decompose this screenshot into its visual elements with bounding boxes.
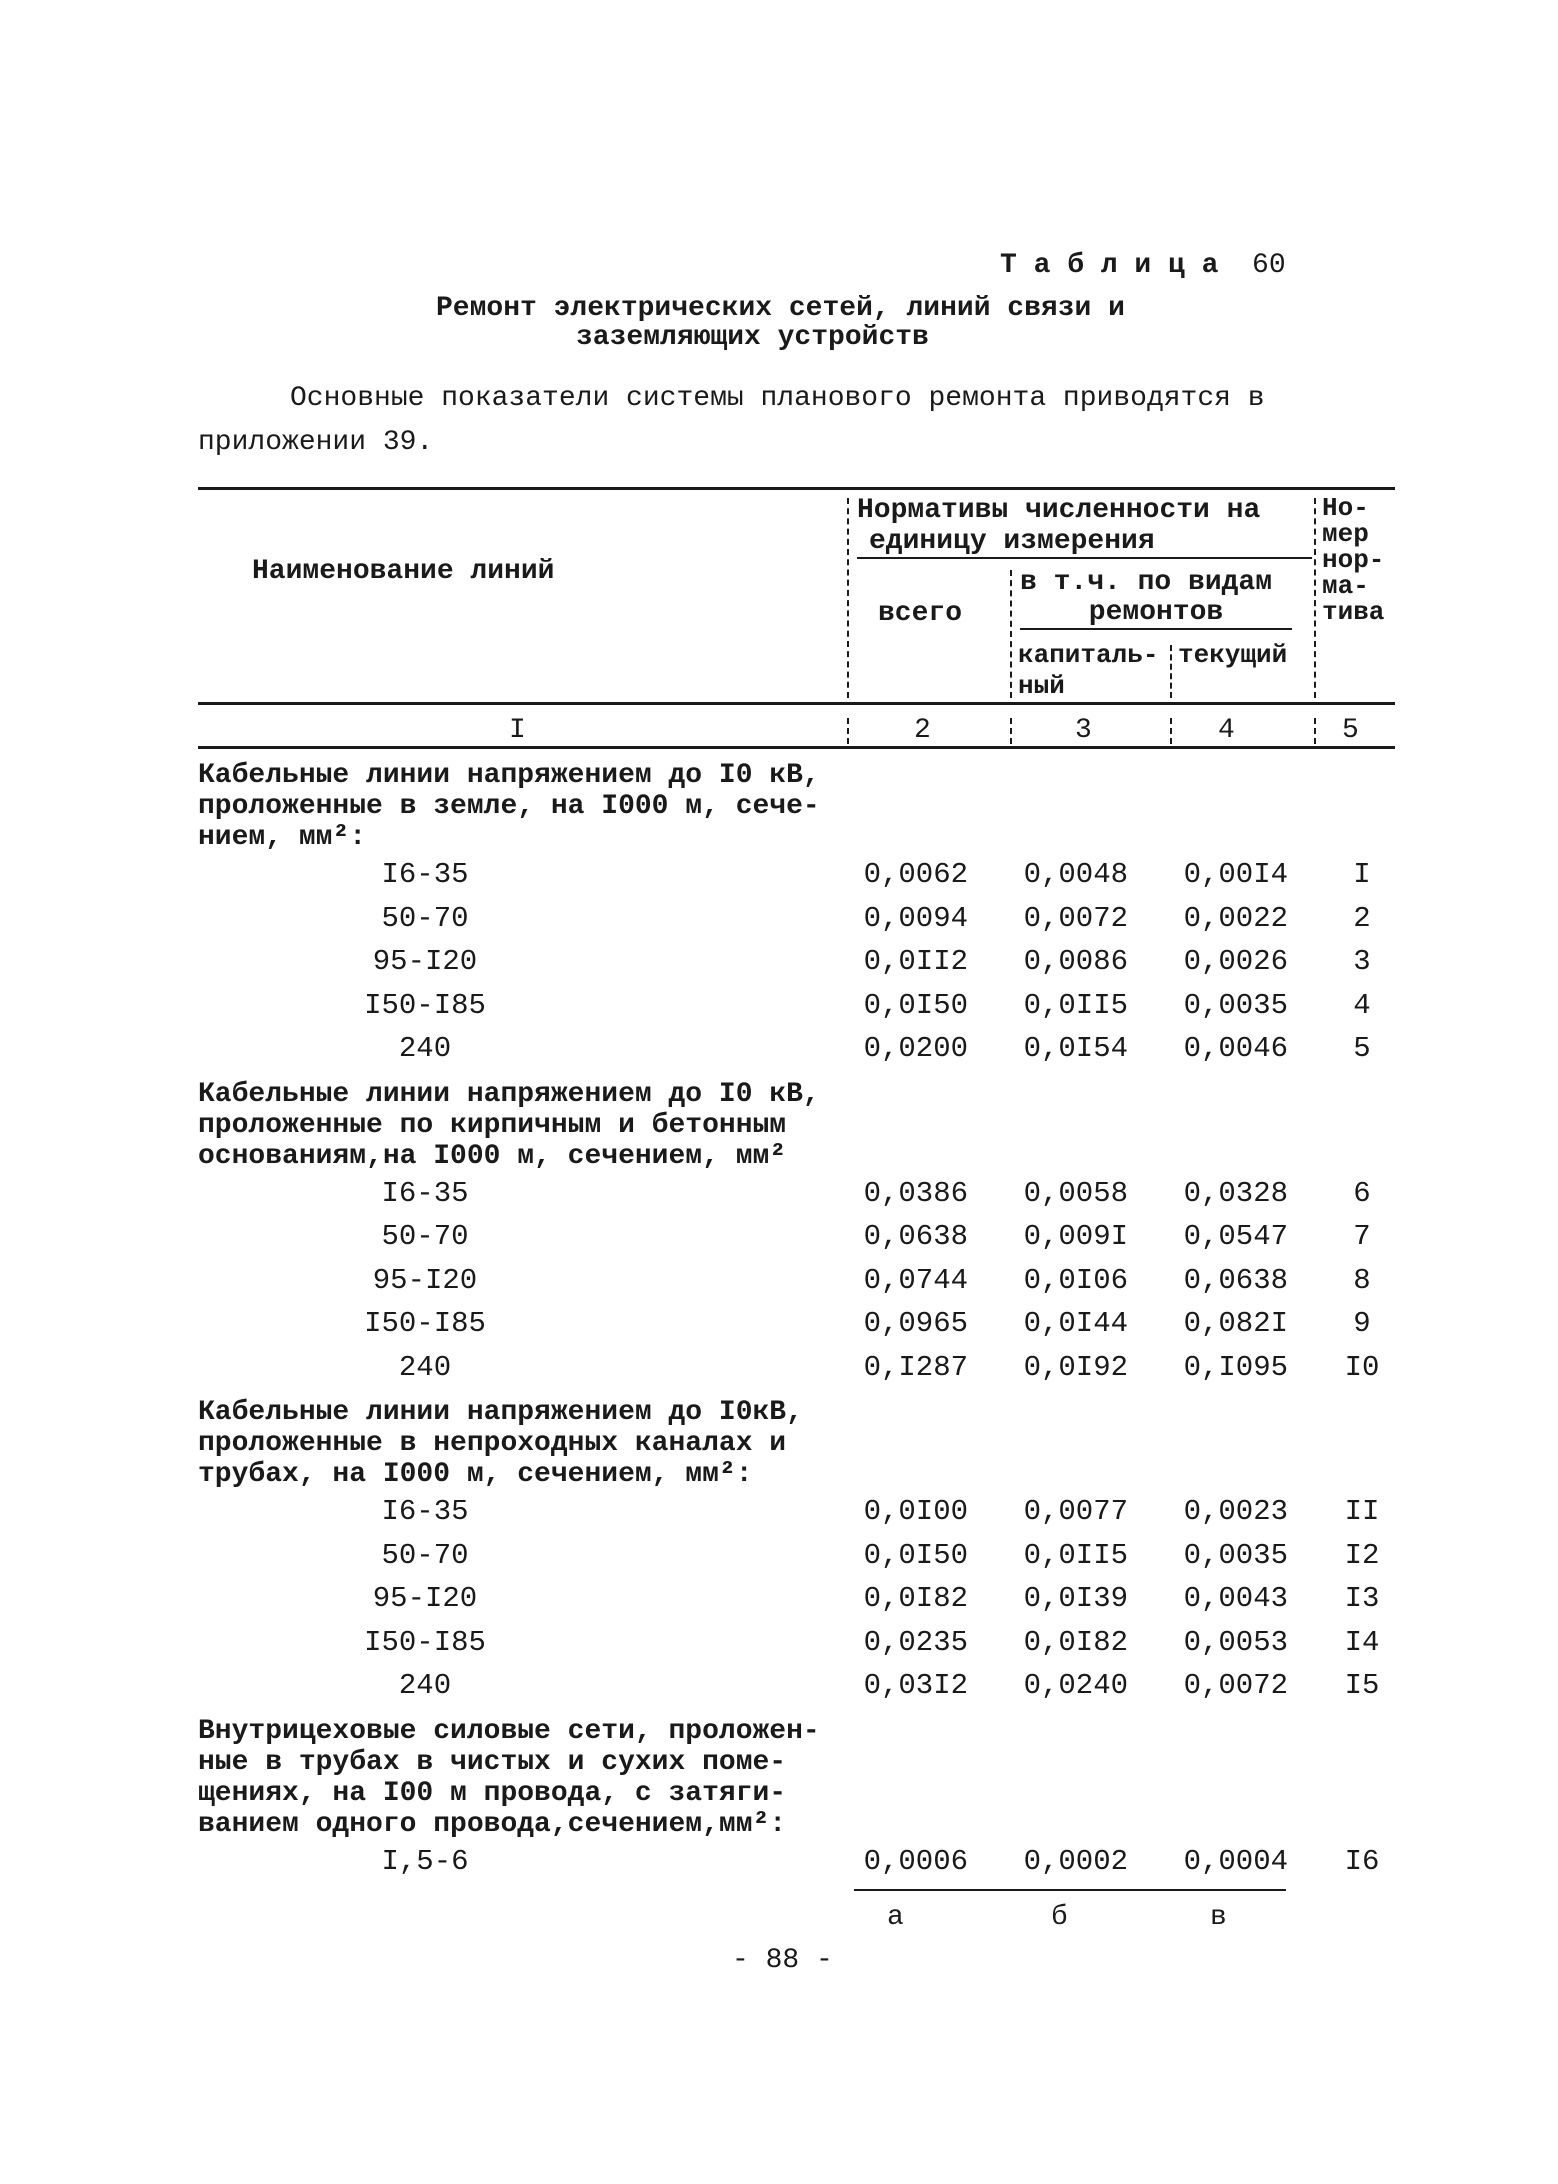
norm-number-cell: I4 <box>1344 1625 1380 1659</box>
total-norm-cell: 0,0235 <box>863 1625 968 1659</box>
capital-norm-cell: 0,009I <box>1023 1220 1128 1253</box>
norm-number-cell: 3 <box>1353 945 1371 978</box>
capital-norm-cell: 0,0072 <box>1023 901 1128 935</box>
section-heading-line: проложенные в земле, на I000 м, сече- <box>198 791 820 822</box>
header-capital-2: ный <box>1018 671 1065 701</box>
table-row <box>198 1664 1398 1708</box>
table-row <box>198 1577 1398 1621</box>
page-number: - 88 - <box>732 1945 833 1976</box>
norm-number-cell: 7 <box>1353 1220 1371 1253</box>
header-number-column <box>1322 495 1384 625</box>
cross-section-cell: I,5-6 <box>381 1844 469 1878</box>
cross-section-cell: 240 <box>398 1669 452 1702</box>
cross-section-cell: 50-70 <box>381 901 469 935</box>
current-norm-cell: 0,0053 <box>1183 1625 1288 1659</box>
header-number-part: мер <box>1322 519 1369 549</box>
norm-number-cell: 5 <box>1353 1032 1371 1065</box>
column-divider <box>1170 645 1172 698</box>
cross-section-cell: 95-I20 <box>372 945 478 978</box>
cross-section-cell: I50-I85 <box>364 988 486 1022</box>
norm-number-cell: I <box>1353 858 1371 891</box>
footer-letter-b: б <box>1051 1902 1068 1933</box>
table-row <box>198 1302 1398 1346</box>
cross-section-cell: 240 <box>398 1032 452 1065</box>
section-heading-line: Кабельные линии напряжением до I0 кВ, <box>198 760 820 791</box>
table-row <box>198 1172 1398 1216</box>
table-row <box>198 853 1398 897</box>
col-number-3: 3 <box>1075 715 1092 746</box>
table-row <box>198 1840 1398 1884</box>
header-number-part: Но- <box>1322 493 1369 523</box>
capital-norm-cell: 0,0240 <box>1023 1669 1128 1702</box>
cross-section-cell: 240 <box>398 1350 452 1384</box>
current-norm-cell: 0,0328 <box>1183 1176 1288 1210</box>
total-norm-cell: 0,0965 <box>863 1307 968 1340</box>
table-row <box>198 984 1398 1028</box>
total-norm-cell: 0,I287 <box>863 1350 968 1384</box>
table-row <box>198 1259 1398 1303</box>
header-number-part: тива <box>1322 597 1385 627</box>
total-norm-cell: 0,0I00 <box>863 1495 968 1528</box>
col-number-4: 4 <box>1218 715 1235 746</box>
current-norm-cell: 0,0046 <box>1183 1032 1288 1065</box>
total-norm-cell: 0,03I2 <box>863 1669 968 1702</box>
col-number-2: 2 <box>914 715 931 746</box>
capital-norm-cell: 0,0086 <box>1023 945 1128 978</box>
table-section <box>198 760 1398 1071</box>
norm-number-cell: 9 <box>1353 1307 1371 1340</box>
current-norm-cell: 0,0638 <box>1183 1263 1288 1297</box>
sum-underline <box>854 1889 1286 1891</box>
column-divider <box>1314 498 1316 698</box>
table-body <box>198 760 1398 1891</box>
cross-section-cell: I6-35 <box>381 858 469 891</box>
column-divider <box>1170 718 1172 744</box>
table-row <box>198 940 1398 984</box>
total-norm-cell: 0,0638 <box>863 1220 968 1253</box>
total-norm-cell: 0,0386 <box>863 1176 968 1210</box>
intro-line-1: Основные показатели системы планового ремонта приводятся в <box>290 383 1265 414</box>
total-norm-cell: 0,0I50 <box>863 1538 968 1572</box>
table-section <box>198 1716 1398 1884</box>
cross-section-cell: 50-70 <box>381 1538 469 1572</box>
capital-norm-cell: 0,0I39 <box>1023 1582 1128 1615</box>
norm-number-cell: 2 <box>1353 901 1371 935</box>
capital-norm-cell: 0,0I54 <box>1023 1032 1128 1065</box>
column-divider <box>1010 570 1012 698</box>
cross-section-cell: I6-35 <box>381 1176 469 1210</box>
header-repairs: ремонтов <box>1020 597 1292 630</box>
cross-section-cell: 50-70 <box>381 1220 469 1253</box>
header-number-part: нор- <box>1322 545 1385 575</box>
total-norm-cell: 0,0II2 <box>863 945 968 978</box>
table-row <box>198 1346 1398 1390</box>
current-norm-cell: 0,0022 <box>1183 901 1288 935</box>
current-norm-cell: 0,0072 <box>1183 1669 1288 1702</box>
section-heading-line: проложенные по кирпичным и бетонным <box>198 1109 787 1141</box>
table-label-text: Т а б л и ц а <box>1000 250 1219 281</box>
total-norm-cell: 0,0I50 <box>863 988 968 1022</box>
col-number-5: 5 <box>1342 715 1359 746</box>
header-number-part: ма- <box>1322 571 1369 601</box>
table-row <box>198 1621 1398 1665</box>
header-total: всего <box>878 598 963 629</box>
column-divider <box>1010 718 1012 744</box>
current-norm-cell: 0,0043 <box>1183 1582 1288 1615</box>
norm-number-cell: II <box>1344 1495 1380 1528</box>
norm-number-cell: I6 <box>1344 1844 1380 1878</box>
capital-norm-cell: 0,0058 <box>1023 1176 1128 1210</box>
capital-norm-cell: 0,0I82 <box>1023 1625 1128 1659</box>
table-row <box>198 1215 1398 1259</box>
current-norm-cell: 0,I095 <box>1183 1350 1288 1384</box>
capital-norm-cell: 0,0077 <box>1023 1495 1128 1528</box>
cross-section-cell: I50-I85 <box>364 1625 486 1659</box>
section-heading-line: трубах, на I000 м, сечением, мм²: <box>198 1459 753 1490</box>
col-number-1: I <box>509 715 526 746</box>
title-line-1: Ремонт электрических сетей, линий связи и <box>436 293 1125 324</box>
total-norm-cell: 0,0200 <box>863 1032 968 1065</box>
norm-number-cell: I2 <box>1344 1538 1380 1572</box>
current-norm-cell: 0,082I <box>1183 1307 1288 1340</box>
header-norms: Нормативы численности на <box>857 495 1261 526</box>
table-section <box>198 1397 1398 1708</box>
column-divider <box>1314 718 1316 744</box>
table-top-rule <box>198 487 1395 490</box>
norm-number-cell: 6 <box>1353 1176 1371 1210</box>
intro-line-2: приложении 39. <box>198 427 434 458</box>
section-heading-line: Внутрицеховые силовые сети, проложен- <box>198 1715 820 1747</box>
capital-norm-cell: 0,0I44 <box>1023 1307 1128 1340</box>
column-divider <box>847 498 849 698</box>
table-number: 60 <box>1252 250 1286 281</box>
current-norm-cell: 0,0035 <box>1183 1538 1288 1572</box>
norm-number-cell: I0 <box>1344 1350 1380 1384</box>
capital-norm-cell: 0,0II5 <box>1023 988 1128 1022</box>
footer-letter-a: а <box>887 1902 904 1933</box>
current-norm-cell: 0,0023 <box>1183 1495 1288 1528</box>
capital-norm-cell: 0,0I06 <box>1023 1263 1128 1297</box>
section-heading-line: Кабельные линии напряжением до I0кВ, <box>198 1397 803 1428</box>
capital-norm-cell: 0,0I92 <box>1023 1350 1128 1384</box>
current-norm-cell: 0,0035 <box>1183 988 1288 1022</box>
norm-number-cell: I5 <box>1344 1669 1380 1702</box>
header-by-type: в т.ч. по видам <box>1020 567 1273 598</box>
header-capital: капиталь- <box>1018 640 1159 670</box>
column-divider <box>847 718 849 744</box>
header-norms-unit: единицу измерения <box>857 526 1312 559</box>
table-label <box>1000 250 1286 281</box>
header-name-column: Наименование линий <box>252 556 555 587</box>
capital-norm-cell: 0,0002 <box>1023 1844 1128 1878</box>
footer-letter-v: в <box>1210 1902 1227 1933</box>
table-row <box>198 1027 1398 1071</box>
table-row <box>198 1490 1398 1534</box>
total-norm-cell: 0,0I82 <box>863 1582 968 1615</box>
total-norm-cell: 0,0006 <box>863 1844 968 1878</box>
current-norm-cell: 0,0547 <box>1183 1220 1288 1253</box>
table-row <box>198 897 1398 941</box>
section-heading-line: проложенные в непроходных каналах и <box>198 1428 787 1459</box>
current-norm-cell: 0,00I4 <box>1183 858 1288 891</box>
table-section <box>198 1079 1398 1390</box>
current-norm-cell: 0,0004 <box>1183 1844 1288 1878</box>
norm-number-cell: 8 <box>1353 1263 1371 1297</box>
cross-section-cell: 95-I20 <box>372 1263 478 1297</box>
cross-section-cell: I6-35 <box>381 1495 469 1528</box>
total-norm-cell: 0,0744 <box>863 1263 968 1297</box>
header-current: текущий <box>1178 640 1288 670</box>
norm-number-cell: I3 <box>1344 1582 1380 1615</box>
section-heading-line: ванием одного провода,сечением,мм²: <box>198 1808 787 1840</box>
current-norm-cell: 0,0026 <box>1183 945 1288 978</box>
title-line-2: заземляющих устройств <box>576 322 929 353</box>
norm-number-cell: 4 <box>1353 988 1371 1022</box>
cross-section-cell: I50-I85 <box>364 1307 486 1340</box>
column-numbers-rule <box>198 746 1395 749</box>
section-heading-line: щениях, на I00 м провода, с затяги- <box>198 1777 787 1809</box>
header-bottom-rule <box>198 702 1395 705</box>
section-heading-line: ные в трубах в чистых и сухих поме- <box>198 1746 787 1778</box>
table-row <box>198 1534 1398 1578</box>
total-norm-cell: 0,0094 <box>863 901 968 935</box>
total-norm-cell: 0,0062 <box>863 858 968 891</box>
cross-section-cell: 95-I20 <box>372 1582 478 1615</box>
section-heading-line: нием, мм²: <box>198 822 367 853</box>
capital-norm-cell: 0,0048 <box>1023 858 1128 891</box>
section-heading-line: основаниям,на I000 м, сечением, мм² <box>198 1140 787 1172</box>
section-heading-line: Кабельные линии напряжением до I0 кВ, <box>198 1078 820 1110</box>
capital-norm-cell: 0,0II5 <box>1023 1538 1128 1572</box>
